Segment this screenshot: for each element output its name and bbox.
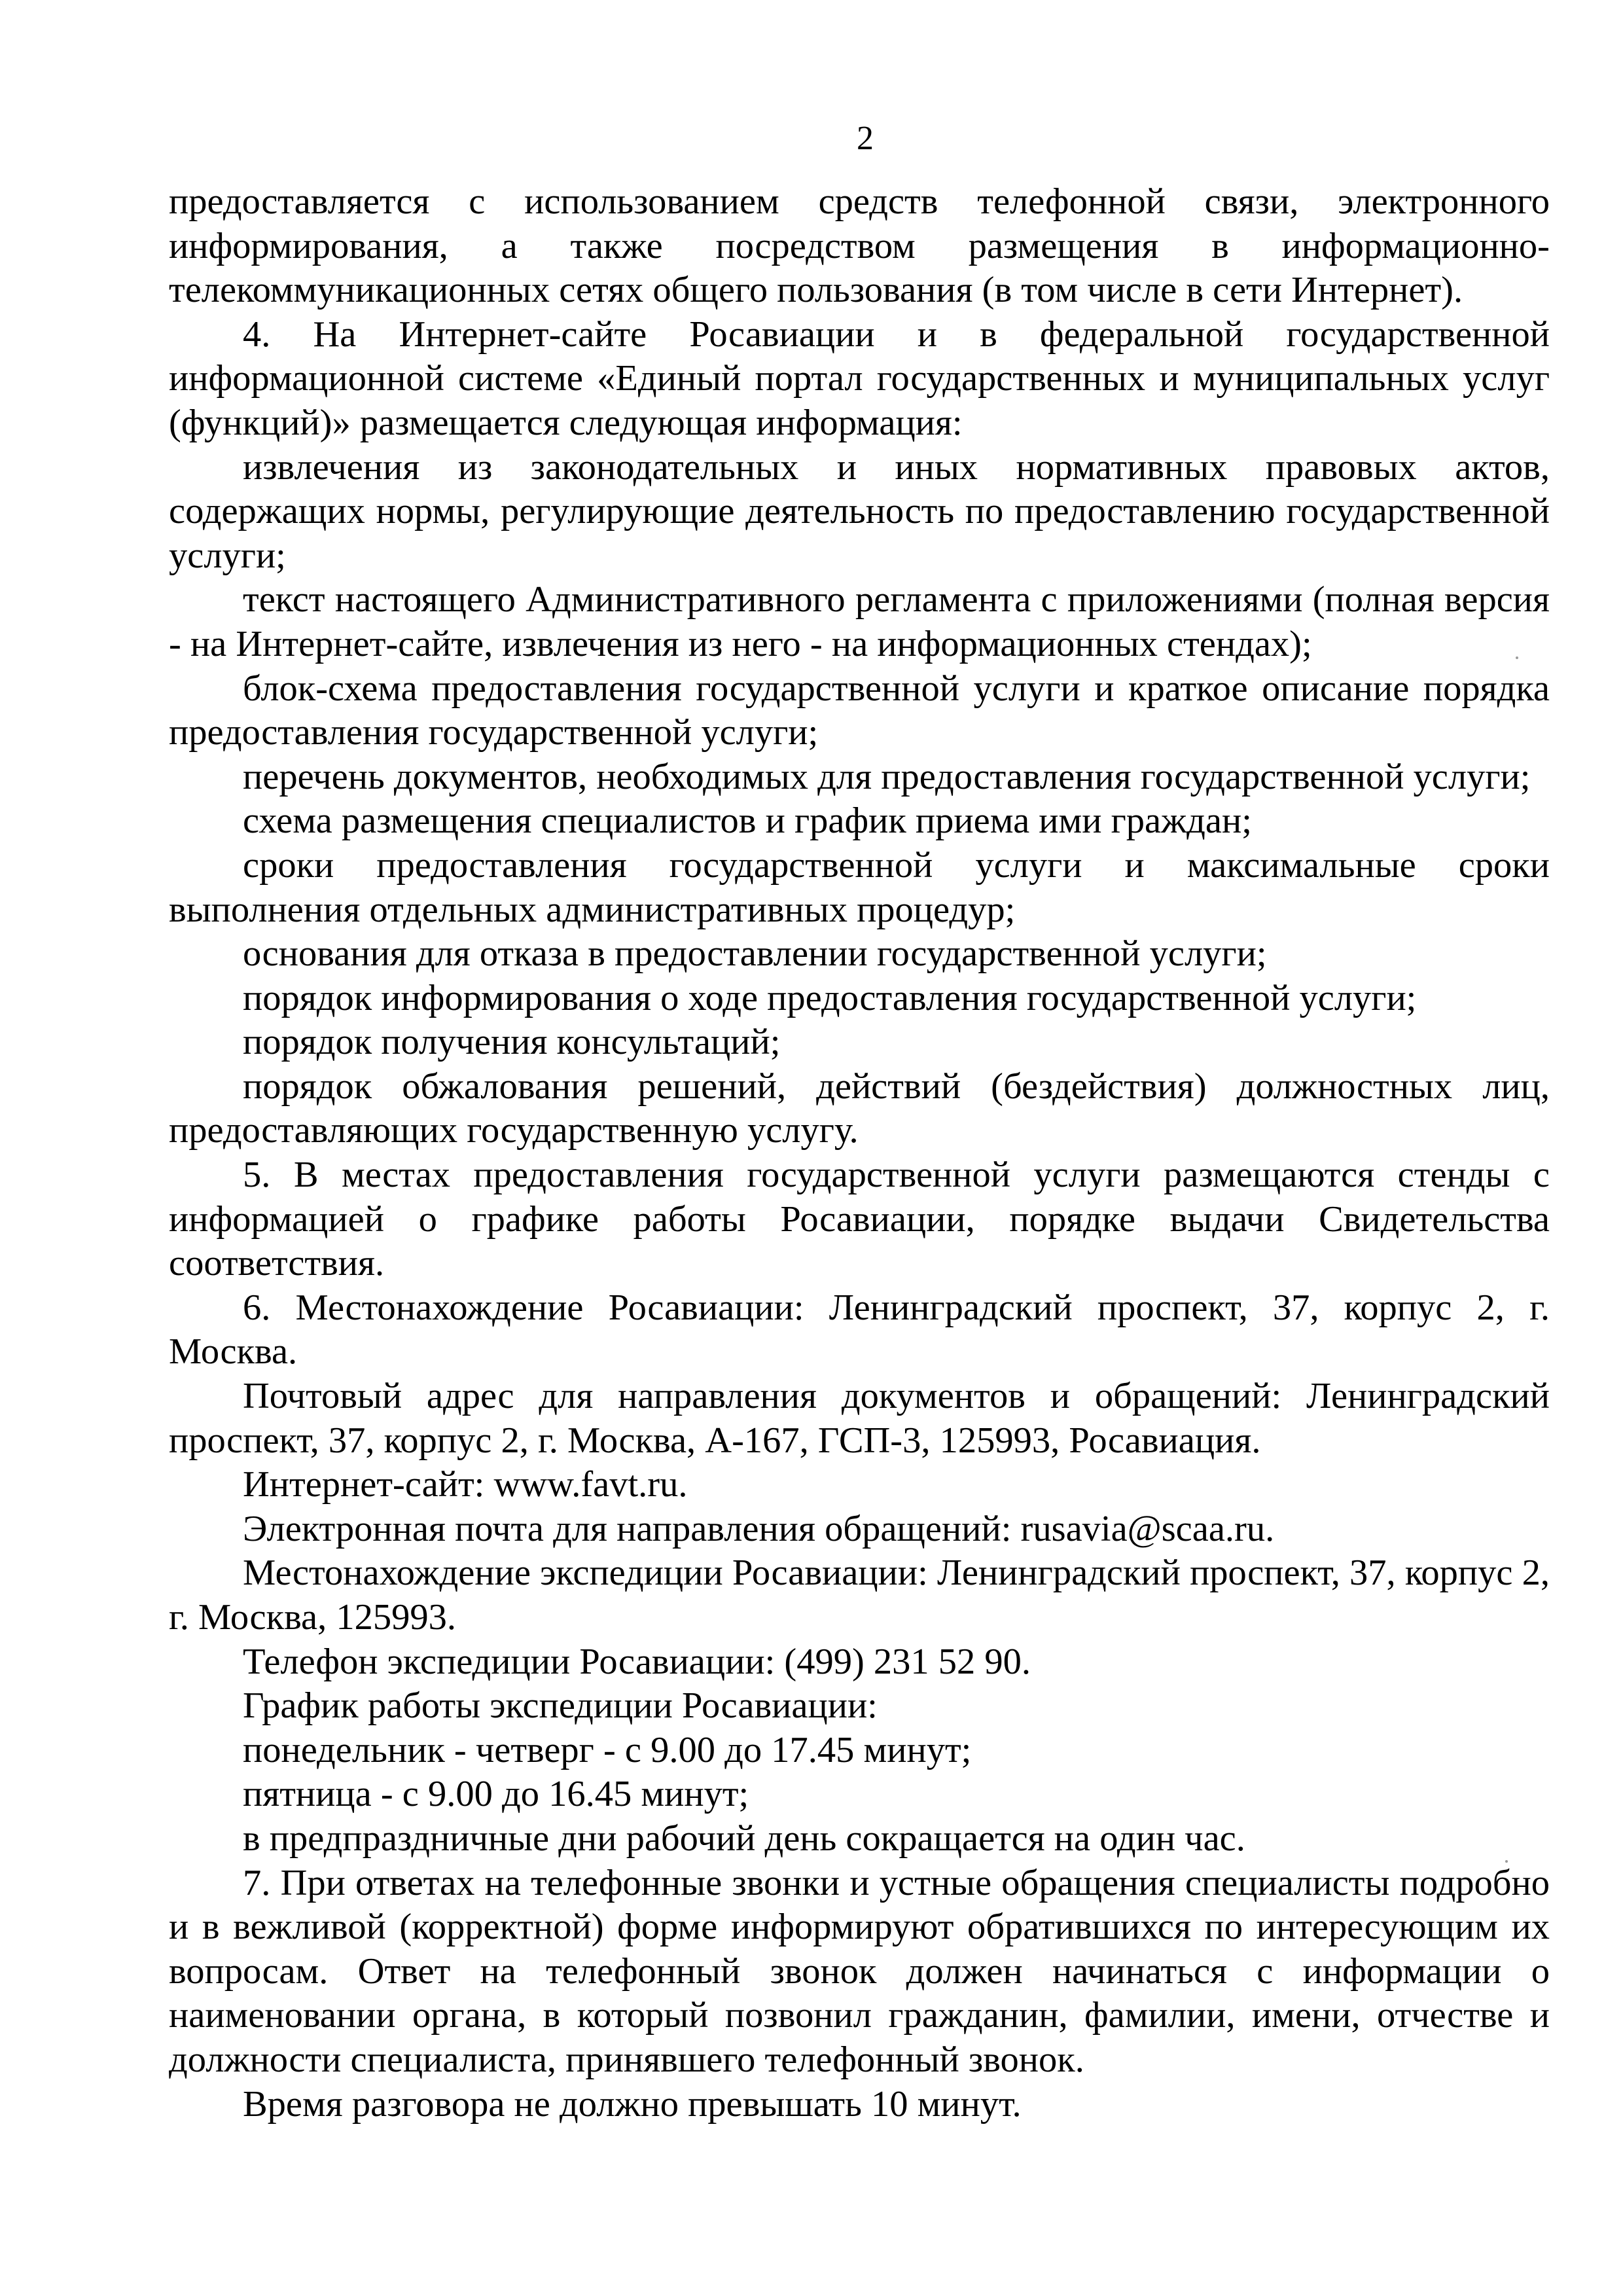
paragraph: 4. На Интернет-сайте Росавиации и в федеральной государственной информационной системе «Единый портал государственных и муниципальных услуг (функций)» размещается следующая информация: [169, 314, 1550, 443]
paragraph: 6. Местонахождение Росавиации: Ленинградский проспект, 37, корпус 2, г. Москва. [169, 1287, 1550, 1372]
paragraph: порядок информирования о ходе предоставления государственной услуги; [243, 977, 1417, 1018]
paragraph: Местонахождение экспедиции Росавиации: Ленинградский проспект, 37, корпус 2, г. Москва, 125993. [169, 1552, 1550, 1638]
paragraph: Время разговора не должно превышать 10 минут. [243, 2083, 1022, 2125]
paragraph: извлечения из законодательных и иных нормативных правовых актов, содержащих нормы, регулирующие деятельность по предоставлению государственной услуги; [169, 446, 1550, 576]
paragraph: Электронная почта для направления обращений: rusavia@scaa.ru. [243, 1508, 1275, 1549]
paragraph: перечень документов, необходимых для предоставления государственной услуги; [243, 756, 1531, 797]
paragraph: текст настоящего Административного регламента с приложениями (полная версия - на Интернет-сайте, извлечения из него - на информационных стендах); [169, 579, 1550, 664]
paragraph: Телефон экспедиции Росавиации: (499) 231 52 90. [243, 1641, 1031, 1682]
paragraph: пятница - с 9.00 до 16.45 минут; [243, 1774, 749, 1815]
paragraph: в предпраздничные дни рабочий день сокращается на один час. [243, 1818, 1245, 1859]
paragraph: основания для отказа в предоставлении государственной услуги; [243, 933, 1267, 975]
paragraph: 7. При ответах на телефонные звонки и устные обращения специалисты подробно и в вежливой (корректной) форме информируют обратившихся по интересующим их вопросам. Ответ на телефонный звонок должен начинаться с информации о наименовании органа, в который позвонил гражданин, фамилии, имени, отчестве и должности специалиста, принявшего телефонный звонок. [169, 1862, 1550, 2080]
paragraph: порядок обжалования решений, действий (бездействия) должностных лиц, предоставляющих государственную услугу. [169, 1066, 1550, 1151]
paragraph: сроки предоставления государственной услуги и максимальные сроки выполнения отдельных административных процедур; [169, 844, 1550, 930]
paragraph: понедельник - четверг - с 9.00 до 17.45 минут; [243, 1729, 972, 1770]
scan-artifact [1516, 656, 1518, 659]
paragraph: График работы экспедиции Росавиации: [243, 1685, 878, 1727]
paragraph: блок-схема предоставления государственной услуги и краткое описание порядка предоставления государственной услуги; [169, 668, 1550, 753]
paragraph: Почтовый адрес для направления документов и обращений: Ленинградский проспект, 37, корпус 2, г. Москва, А-167, ГСП-3, 125993, Росавиация. [169, 1376, 1550, 1461]
scan-artifact [1505, 1860, 1508, 1863]
page-number: 2 [857, 120, 874, 157]
document-body [169, 180, 1550, 2126]
paragraph: схема размещения специалистов и график приема ими граждан; [243, 800, 1252, 842]
paragraph: 5. В местах предоставления государственной услуги размещаются стенды с информацией о графике работы Росавиации, порядке выдачи Свидетельства соответствия. [169, 1155, 1550, 1284]
paragraph: порядок получения консультаций; [243, 1022, 781, 1063]
paragraph: предоставляется с использованием средств телефонной связи, электронного информирования, а также посредством размещения в информационно-телекоммуникационных сетях общего пользования (в том числе в сети Интернет). [169, 181, 1550, 311]
paragraph: Интернет-сайт: www.favt.ru. [243, 1464, 688, 1505]
